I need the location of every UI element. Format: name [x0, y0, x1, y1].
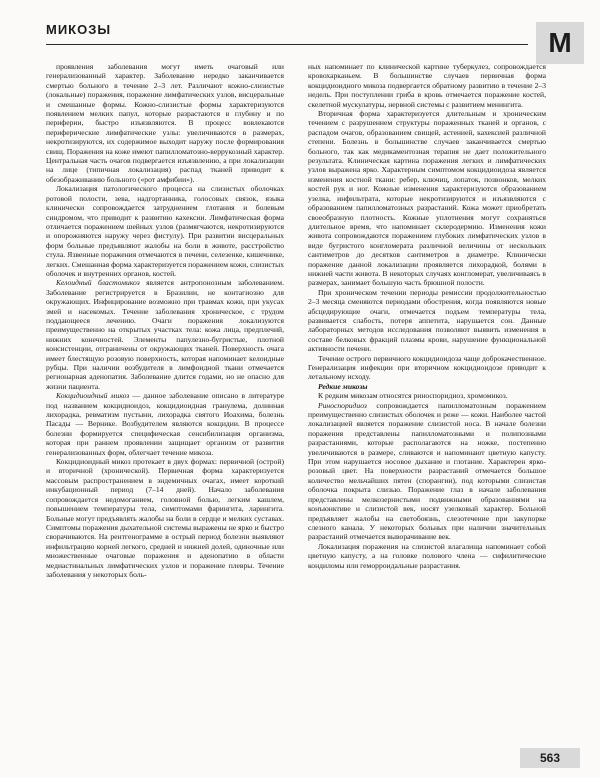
paragraph-text: Кокцидиоидный микоз протекает в двух формах: первичной (острой) и вторичной (хронической). Первичная форма характеризуется массовым распространением в эндемичных очагах, имеет короткий инкубационный период (7–14 дней). Начало заболевания сопровождается недомоганием, головной болью, легким кашлем, повышением температуры тела, симптомами фарингита, ларингита. Больные могут предъявлять жалобы на боли в сердце и мелких суставах. Симптомы поражения дыхательной системы выражены не ярко и быстро сворачиваются. На рентгенограмме в острый период болезни выявляют инфильтрацию корней легкого, средней и нижней долей, одиночные или множественные очаговые поражения и аденопатию в области медиастинальных лимфатических узлов и поражение плевры. Течение заболевания у некоторых боль-	[46, 457, 284, 579]
page-number: 563	[520, 748, 580, 768]
paragraph	[308, 62, 546, 109]
paragraph-text: проявления заболевания могут иметь очаговый или генерализованный характер. Заболевание нередко заканчивается смертью больного в течение 2–3 лет. Различают кожно-слизистые (локальные) поражения, поражение лимфатических узлов, висцеральные и смешанные формы. Кожно-слизистые формы характеризуются появлением мелких папул, которые разрастаются в глубину и по периферии, быстро изъязвляются. В процесс вовлекаются периферические лимфатические узлы: увеличиваются в размерах, некротизируются, их содержимое выходит наружу после формирования свищ. Поражения на коже имеют папилломатозно-веррукозный характер. Центральная часть очагов подвергается изъязвлению, а при локализации на лице (типичная локализация) распад тканей приводит к обезображиванию больного («рот амфибии»).	[46, 62, 284, 184]
right-text-column	[308, 62, 546, 734]
paragraph	[308, 542, 546, 570]
paragraph-text: является антропонозным заболеванием. Заболевание регистрируется в Бразилии, не контагиозно для окружающих. Инфицирование возможно при травмах кожи, при укусах змей и насекомых. Течение заболевания хроническое, с трудом поддающееся лечению. Очаги поражения локализуются преимущественно на открытых участках тела: кожа лица, предплечий, нижних конечностей. Элементы папулезно-бугристые, плотной консистенции, отграничены от окружающих тканей. Поверхность очага имеет блестящую розовую поверхность, которая напоминает келоидные рубцы. При наличии возбудителя в лимфоидной ткани отмечается регионарная аденопатия. Заболевание длится годами, но не опасно для жизни пациента.	[46, 278, 284, 391]
paragraph-text: ных напоминает по клинической картине туберкулез, сопровождается кровохарканьем. В большинстве случаев первичная форма кокцидиоидного микоза подвергается обратному развитию в течение 2–3 недель. При поступлении гриба в кровь отмечается поражение костей, скелетной мускулатуры, нервной системы с развитием менингита.	[308, 62, 546, 109]
paragraph	[308, 401, 546, 542]
header-divider	[46, 44, 528, 45]
paragraph-text: К редким микозам относятся риноспоридиоз, хромомикоз.	[318, 391, 508, 401]
page-title: МИКОЗЫ	[46, 22, 112, 37]
left-text-column	[46, 62, 284, 734]
section-letter-tab: М	[536, 22, 584, 64]
paragraph-text: сопровождается папилломатозным поражением преимущественно слизистых оболочек и реже — кожи. Наиболее частой локализацией является поражение слизистой носа. В начале болезни поражения представлены папилломатозными и полипозными разрастаниями, которые располагаются на ножке, постепенно увеличиваются в размере, сливаются и напоминают цветную капусту. При этом нарушается носовое дыхание и глотание. Характерен ярко-розовый цвет. На поверхности разрастаний отмечается большое количество мельчайших пятен (спорангии), под которыми слизистая оболочка покрыта слизью. Поражение глаз в начале заболевания представлены мелкозернистыми подвижными образованиями на конъюнктиве и слизистой век, носят узелковый характер. Больной предъявляет жалобы на светобоязнь, слезотечение при закупорке слезного канала. У некоторых больных при наличии значительных разрастаний отмечается выворачивание век.	[308, 400, 546, 542]
paragraph-text: — данное заболевание описано в литературе под названием кокцидиоидоз, кокцидиоидная гранулема, долинная лихорадка, ревматизм пустыни, лихорадка святого Иоахима, болезнь Пасады — Вернике. Возбудителем являются кокцидии. В процессе болезни формируется специфическая сенсибилизация организма, которая при раннем проявлении защищает организм от развития генерализованных форм, облегчает течение микоза.	[46, 391, 284, 457]
paragraph-text: Течение острого первичного кокцидиоидоза чаще доброкачественное. Генерализация инфекции при вторичном кокцидиоидозе приводит к летальному исходу.	[308, 353, 546, 382]
paragraph	[308, 391, 546, 400]
paragraph	[308, 288, 546, 354]
term-heading: Келоидный бластомикоз	[56, 278, 140, 288]
paragraph	[46, 457, 284, 579]
paragraph	[308, 109, 546, 288]
paragraph	[46, 278, 284, 391]
term-heading: Кокцидиоидный микоз	[56, 391, 130, 401]
paragraph	[46, 184, 284, 278]
paragraph-text: Локализация патологического процесса на слизистых оболочках ротовой полости, зева, надгортанника, голосовых связок, языка клинически сопровождается затруднением глотания и болевым синдромом, что приводит к развитию кахексии. Лимфатическая форма отличается поражением шейных узлов (размягчаются, некротизируются и опорожняются наружу через фистулу). При развитии висцеральных форм больные предъявляют жалобы на боли в животе, расстройство стула. Язвенные поражения отмечаются в печени, селезенке, кишечнике, легких. Смешанная форма характеризуется поражением кожи, слизистых оболочек и внутренних органов, костей.	[46, 184, 284, 278]
paragraph	[46, 62, 284, 184]
paragraph-text: Локализация поражения на слизистой влагалища напоминает собой цветную капусту, а на головке полового члена — сифилитические кондиломы или геморроидальные разрастания.	[308, 541, 546, 570]
term-heading: Риноспоридиоз	[318, 400, 367, 410]
paragraph	[308, 354, 546, 382]
section-subheading: Редкие микозы	[318, 381, 368, 391]
paragraph	[46, 391, 284, 457]
paragraph-text: Вторичная форма характеризуется длительным и хроническим течением с разрушением структуры пораженных тканей и органов, с распадом очагов, образованием свищей, астенией, кахексией различной степени. Болезнь в большинстве случаев заканчивается смертью больного, так как медикаментозная терапия не дает положительного результата. Клиническая картина поражения легких и лимфатических узлов выражена ярко. Характерным симптомом кокцидиоидоза является изменения костной ткани: ребер, ключиц, лопаток, позвонков, мелких костей рук и ног. Кожные изменения характеризуются образованием узелка, инфильтрата, которые некротизируются и изъязвляются с образованием папилломатозных разрастаний. Кожа может приобретать своеобразную плотность. Кожные уплотнения могут сохраняться длительное время, что напоминает склеродермию. Изменения кожи живота сопровождаются поражением глубоких лимфатических узлов в виде бугристого конгломерата различной величины от нескольких сантиметров до десятков сантиметров в диаметре. Клинически поражение данной локализации проявляется лихорадкой, болями в нижней части живота. В некоторых случаях конгломерат, увеличиваясь в размерах, занимает большую часть брюшной полости.	[308, 109, 546, 288]
paragraph-text: При хроническом течении периоды ремиссии продолжительностью 2–3 месяца сменяются периодами обострения, когда появляются новые абсцедирующие очаги, отмечается подъем температуры тела, развивается слабость, потеря аппетита, нарушается сон. Данные лабораторных методов исследования позволяют выявить изменения в составе белковых фракций плазмы крови, нарушение функциональной активности печени.	[308, 287, 546, 354]
